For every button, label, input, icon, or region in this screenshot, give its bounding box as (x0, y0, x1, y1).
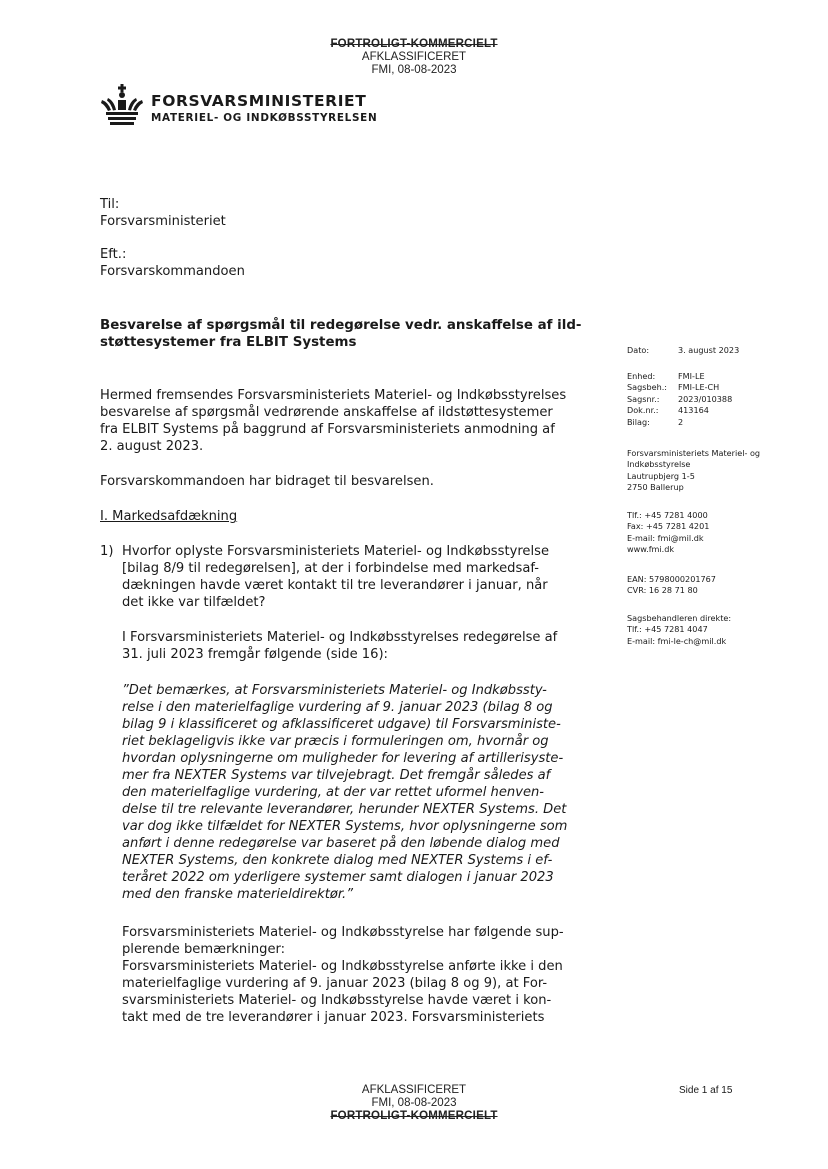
quote-line: NEXTER Systems, den konkrete dialog med NEXTER Systems i ef- (122, 853, 553, 868)
footer-stamp-declassified: AFKLASSIFICERET (361, 1084, 467, 1096)
to-label: Til: (100, 197, 120, 212)
supplement-line: Forsvarsministeriets Materiel- og Indkøbsstyrelse har følgende sup- (122, 925, 564, 940)
answer-intro (122, 629, 592, 663)
ministry-name: FORSVARSMINISTERIET (151, 92, 367, 110)
document-title (100, 317, 590, 351)
contact-line: Tlf.: +45 7281 4000 (627, 510, 708, 520)
header-stamp-date: FMI, 08-08-2023 (371, 64, 457, 76)
quote-line: bilag 9 i klassificeret og afklassificeret udgave) til Forsvarsministe- (122, 717, 561, 732)
supplementary-remarks (122, 924, 592, 1026)
sidebar-date (627, 345, 739, 356)
supplement-line: plerende bemærkninger: (122, 942, 286, 957)
contact-line: Fax: +45 7281 4201 (627, 521, 710, 532)
title-line: støttesystemer fra ELBIT Systems (100, 335, 357, 350)
meta-value: 413164 (678, 405, 709, 416)
address-line: 2750 Ballerup (627, 482, 684, 493)
quoted-excerpt (122, 682, 592, 903)
answer-intro-line: 31. juli 2023 fremgår følgende (side 16): (122, 647, 388, 662)
header-stamp-declassified: AFKLASSIFICERET (361, 51, 467, 63)
sidebar-direct-contact (627, 613, 731, 647)
quote-line: delse til tre relevante leverandører, herunder NEXTER Systems. Det (122, 802, 567, 817)
supplement-line: takt med de tre leverandører i januar 2023. Forsvarsministeriets (122, 1010, 545, 1025)
cc-label: Eft.: (100, 247, 127, 262)
quote-line: anført i denne redegørelse var baseret på den løbende dialog med (122, 836, 560, 851)
answer-intro-line: I Forsvarsministeriets Materiel- og Indkøbsstyrelses redegørelse af (122, 630, 558, 645)
quote-line: hvordan oplysningerne om muligheder for levering af artillerisyste- (122, 751, 564, 766)
header-stamp-struck-classification: FORTROLIGT-KOMMERCIELT (330, 38, 498, 50)
footer-stamp-struck-classification: FORTROLIGT-KOMMERCIELT (330, 1110, 498, 1122)
sidebar-case-metadata (627, 371, 732, 428)
agency-name: MATERIEL- OG INDKØBSSTYRELSEN (151, 112, 378, 124)
meta-value: 2023/010388 (678, 393, 733, 404)
quote-line: relse i den materielfaglige vurdering af 9. januar 2023 (bilag 8 og (122, 700, 553, 715)
intro-line: besvarelse af spørgsmål vedrørende anskaffelse af ildstøttesystemer (100, 405, 553, 420)
website-link[interactable]: www.fmi.dk (627, 544, 675, 555)
quote-line: riet beklageligvis ikke var præcis i formuleringen om, hvornår og (122, 734, 549, 749)
contribution-paragraph: Forsvarskommandoen har bidraget til besvarelsen. (100, 474, 434, 489)
address-line: Lautrupbjerg 1-5 (627, 470, 695, 481)
supplement-line: Forsvarsministeriets Materiel- og Indkøbsstyrelse anførte ikke i den (122, 959, 563, 974)
quote-line: var dog ikke tilfældet for NEXTER Systems, hvor oplysningerne som (122, 819, 568, 834)
footer-stamp-date: FMI, 08-08-2023 (371, 1097, 457, 1109)
question-line: Hvorfor oplyste Forsvarsministeriets Materiel- og Indkøbsstyrelse (122, 544, 549, 559)
direct-contact-label: Sagsbehandleren direkte: (627, 613, 732, 623)
sidebar-address (627, 448, 760, 494)
page-number: Side 1 af 15 (679, 1085, 733, 1096)
quote-line: den materielfaglige vurdering, at der var rettet uformel henven- (122, 785, 545, 800)
meta-label: Dok.nr.: (627, 405, 659, 416)
supplement-line: svarsministeriets Materiel- og Indkøbsstyrelse havde været i kon- (122, 993, 552, 1008)
to-value: Forsvarsministeriet (100, 214, 226, 229)
ean-number: EAN: 5798000201767 (627, 574, 716, 584)
cvr-number: CVR: 16 28 71 80 (627, 585, 698, 596)
title-line: Besvarelse af spørgsmål til redegørelse vedr. anskaffelse af ild- (100, 318, 582, 333)
question-line: dækningen havde været kontakt til tre leverandører i januar, når (122, 578, 548, 593)
cc-value: Forsvarskommandoen (100, 264, 245, 279)
meta-value: FMI-LE (678, 371, 705, 381)
quote-line: ”Det bemærkes, at Forsvarsministeriets Materiel- og Indkøbssty- (122, 683, 547, 698)
contact-email-link[interactable]: E-mail: fmi@mil.dk (627, 532, 704, 543)
supplement-line: materielfaglige vurdering af 9. januar 2023 (bilag 8 og 9), at For- (122, 976, 548, 991)
meta-label: Sagsbeh.: (627, 382, 667, 393)
intro-line: Hermed fremsendes Forsvarsministeriets Materiel- og Indkøbsstyrelses (100, 388, 567, 403)
meta-label: Sagsnr.: (627, 393, 660, 404)
date-value: 3. august 2023 (678, 345, 740, 355)
address-line: Forsvarsministeriets Materiel- og (627, 448, 761, 458)
intro-line: fra ELBIT Systems på baggrund af Forsvarsministeriets anmodning af (100, 422, 555, 437)
meta-value: 2 (678, 416, 684, 427)
question-line: det ikke var tilfældet? (122, 595, 266, 610)
crown-logo-icon (98, 84, 146, 126)
section-heading: I. Markedsafdækning (100, 509, 238, 524)
direct-email-link[interactable]: E-mail: fmi-le-ch@mil.dk (627, 635, 727, 646)
meta-label: Enhed: (627, 371, 656, 381)
question-text (122, 543, 592, 611)
quote-line: med den franske materieldirektør.” (122, 887, 353, 902)
recipient-block (100, 196, 245, 280)
direct-phone: Tlf.: +45 7281 4047 (627, 624, 708, 635)
quote-line: teråret 2022 om yderligere systemer samt dialogen i januar 2023 (122, 870, 554, 885)
intro-paragraph (100, 387, 590, 455)
question-number: 1) (100, 544, 114, 559)
address-line: Indkøbsstyrelse (627, 459, 691, 470)
quote-line: mer fra NEXTER Systems var tilvejebragt. Det fremgår således af (122, 768, 551, 783)
meta-label: Bilag: (627, 416, 650, 427)
sidebar-contact (627, 510, 709, 556)
meta-value: FMI-LE-CH (678, 382, 720, 393)
date-label: Dato: (627, 345, 650, 355)
sidebar-identifiers (627, 574, 716, 597)
intro-line: 2. august 2023. (100, 439, 204, 454)
header-classification-stamp (0, 38, 828, 77)
question-line: [bilag 8/9 til redegørelsen], at der i forbindelse med markedsaf- (122, 561, 539, 576)
